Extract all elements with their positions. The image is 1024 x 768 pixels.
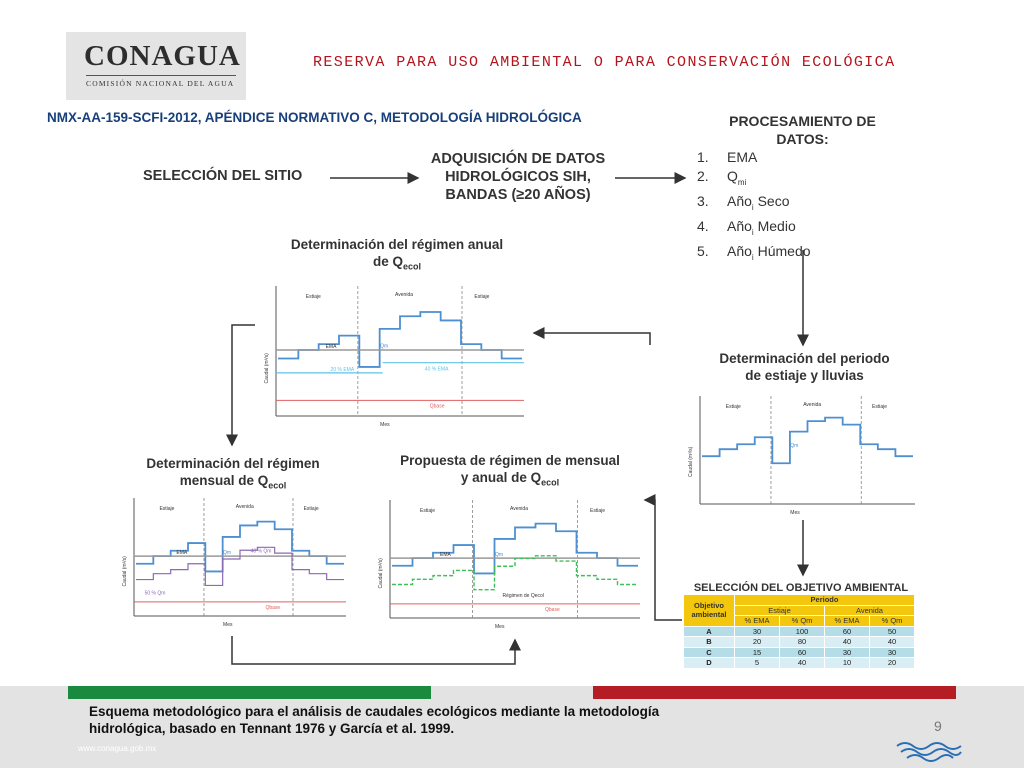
th-pct-qm-2: % Qm [870,616,915,627]
objective-row [684,647,915,658]
objective-cell-value: 60 [780,647,825,658]
objective-cell-value: 50 [870,626,915,637]
objective-table-wrap [683,594,915,669]
monthly-chart-label-pct40q: 40 % Qm [250,548,272,555]
proposal-chart-regimen-series [392,556,638,590]
monthly-chart-qm-series [136,522,344,572]
period-chart-ylabel: Caudal (m³/s) [688,446,694,477]
period-chart-label-estiaje-1: Estiaje [725,404,741,410]
monthly-chart-label-estiaje-1: Estiaje [159,506,175,512]
panel-proposal-title-text: y anual de Q [460,470,542,485]
annual-chart-label-pct40: 40 % EMA [424,366,449,373]
annual-chart-label-avenida: Avenida [395,292,414,298]
processing-item-sub: i [751,227,754,237]
processing-item-number: 5. [697,243,709,260]
wave-logo-icon [893,738,973,762]
th-objective-line1: Objetivo [693,601,724,611]
objective-table-body [684,626,915,668]
logo-subtitle: COMISIÓN NACIONAL DEL AGUA [86,79,235,88]
annual-chart-label-estiaje-1: Estiaje [305,294,321,300]
processing-item-text: EMA [727,149,758,165]
panel-period-title-line1: Determinación del periodo [719,351,890,366]
th-pct-qm-1: % Qm [780,616,825,627]
panel-monthly-title-line1: Determinación del régimen [146,456,320,471]
annual-chart-label-pct20: 20 % EMA [330,366,355,373]
th-pct-ema-1: % EMA [735,616,780,627]
panel-annual-title-sub: ecol [403,261,422,272]
proposal-chart-ylabel: Caudal (m³/s) [378,558,384,589]
objective-cell-value: 80 [780,637,825,648]
monthly-chart-label-avenida: Avenida [235,504,254,510]
objective-cell-value: 40 [825,637,870,648]
monthly-chart-xlabel: Mes [223,622,233,628]
panel-proposal-title-line1: Propuesta de régimen de mensual [400,453,620,468]
period-chart-label-qm: Qm [790,443,799,450]
processing-item-number: 1. [697,149,709,165]
objective-row [684,626,915,637]
annual-chart-label-ema: EMA [325,344,337,351]
processing-item-sub: i [751,253,754,263]
period-chart-xlabel: Mes [790,510,800,516]
objective-cell-id: C [684,647,735,658]
proposal-chart-label-estiaje-1: Estiaje [420,508,436,514]
step-data-acquisition-line1: ADQUISICIÓN DE DATOS [430,151,606,167]
processing-item-tail: Seco [753,192,790,209]
objective-cell-value: 30 [735,626,780,637]
proposal-chart-label-ema: EMA [440,552,451,559]
slide-title: RESERVA PARA USO AMBIENTAL O PARA CONSERVACIÓN ECOLÓGICA [313,54,896,71]
caption-line2: hidrológica, basado en Tennant 1976 y García et al. 1999. [89,721,455,736]
page-number: 9 [934,718,942,734]
proposal-chart-label-regimen: Régimen de Qecol [502,592,544,599]
monthly-chart-label-qm: Qm [223,549,232,556]
th-objective-line2: ambiental [691,610,727,620]
processing-item-sub: mi [737,177,747,187]
flag-green-bar [68,686,431,699]
proposal-chart-label-qbase: Qbase [545,606,560,613]
th-estiaje: Estiaje [735,605,825,616]
objective-cell-value: 20 [870,658,915,669]
annual-chart-label-estiaje-2: Estiaje [474,294,490,300]
panel-objective-title: SELECCIÓN DEL OBJETIVO AMBIENTAL [693,582,909,594]
processing-title-line2: DATOS: [776,131,829,147]
panel-annual-title-text: de Q [372,254,403,269]
logo-name: CONAGUA [84,40,241,72]
objective-cell-value: 30 [870,647,915,658]
flag-red-bar [593,686,956,699]
panel-monthly-title-sub: ecol [268,480,287,491]
footer-url: www.conagua.gob.mx [78,744,157,753]
objective-cell-value: 15 [735,647,780,658]
processing-item-text: Q [727,167,738,184]
processing-title-line1: PROCESAMIENTO DE [729,113,876,129]
objective-cell-value: 5 [735,658,780,669]
proposal-chart-xlabel: Mes [495,624,505,630]
th-objective [684,595,735,627]
annual-chart-xlabel: Mes [380,422,390,428]
th-periodo: Periodo [735,595,915,606]
proposal-chart-label-avenida: Avenida [510,506,528,512]
annual-chart-label-qbase: Qbase [429,403,445,410]
step-data-acquisition-line2: HIDROLÓGICOS SIH, [445,169,591,185]
processing-item-text: Año [727,243,752,260]
objective-cell-id: A [684,626,735,637]
processing-item-tail: Medio [753,218,796,235]
objective-row [684,658,915,669]
monthly-chart-label-qbase: Qbase [265,604,281,611]
processing-item-number: 4. [697,218,709,235]
slide-caption [89,703,659,737]
panel-annual-title-line1: Determinación del régimen anual [290,237,504,252]
objective-cell-id: B [684,637,735,648]
period-chart-label-avenida: Avenida [803,402,822,408]
processing-item-text: Año [727,192,752,209]
objective-cell-id: D [684,658,735,669]
objective-table [683,594,915,669]
period-chart-qm-series [702,418,913,464]
objective-cell-value: 40 [870,637,915,648]
processing-item-sub: i [751,202,754,212]
slide-subtitle: NMX-AA-159-SCFI-2012, APÉNDICE NORMATIVO C, METODOLOGÍA HIDROLÓGICA [47,110,582,125]
objective-cell-value: 10 [825,658,870,669]
objective-cell-value: 30 [825,647,870,658]
monthly-chart-pctq-series [136,547,344,585]
objective-cell-value: 40 [780,658,825,669]
th-pct-ema-2: % EMA [825,616,870,627]
proposal-chart-label-qm: Qm [495,551,504,558]
processing-item-text: Año [727,218,752,235]
objective-cell-value: 100 [780,626,825,637]
monthly-chart-label-pct50q: 50 % Qm [144,590,166,597]
annual-chart-label-qm: Qm [380,343,389,350]
panel-monthly-title-text: mensual de Q [179,473,269,488]
monthly-chart-label-ema: EMA [176,550,188,557]
period-chart-label-estiaje-2: Estiaje [872,404,888,410]
panel-proposal-title-sub: ecol [541,477,560,488]
processing-item-number: 3. [697,192,709,209]
th-avenida: Avenida [825,605,915,616]
monthly-chart-ylabel: Caudal (m³/s) [122,556,128,587]
monthly-chart-label-estiaje-2: Estiaje [303,506,319,512]
objective-cell-value: 20 [735,637,780,648]
step-data-acquisition-line3: BANDAS (≥20 AÑOS) [445,187,591,203]
panel-period-title-line2: de estiaje y lluvias [745,368,864,383]
processing-item-number: 2. [697,167,709,184]
processing-item-tail: Húmedo [753,243,811,260]
objective-cell-value: 60 [825,626,870,637]
caption-line1: Esquema metodológico para el análisis de caudales ecológicos mediante la metodología [89,704,660,719]
proposal-chart-label-estiaje-2: Estiaje [590,508,606,514]
annual-chart-qm-series [278,312,522,367]
step-site-selection: SELECCIÓN DEL SITIO [143,168,303,184]
annual-chart-ylabel: Caudal (m³/s) [264,353,270,384]
objective-row [684,637,915,648]
